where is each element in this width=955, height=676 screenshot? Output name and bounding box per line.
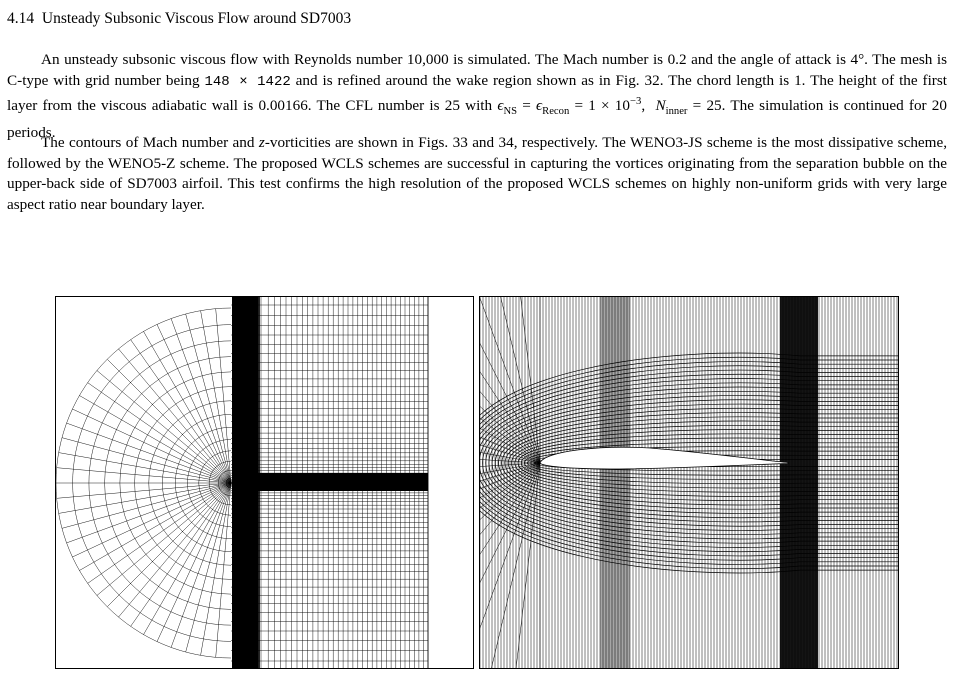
wake-band bbox=[232, 473, 428, 491]
p1-text-b: and is refined around the wake region shown as in Fig. 32. The chord length is 1. The height of the first layer from the viscous adiabatic wall is 0.00166. The CFL number is 25 with bbox=[7, 71, 947, 115]
mesh-figure-full bbox=[55, 296, 474, 669]
c-mesh-airfoil-zoom-plot bbox=[480, 297, 899, 669]
trailing-refined-band bbox=[780, 297, 818, 669]
mesh-figure-zoom bbox=[479, 296, 899, 669]
paragraph-2 bbox=[7, 133, 947, 215]
paragraph-1: An unsteady subsonic viscous flow with Reynolds number 10,000 is simulated. The Mach number is 0.2 and the angle of attack is 4°. The mesh is C-type with grid number being 148 × 1422 and is refined around the wake region shown as in Fig. 32. The chord length is 1. The height of the first layer from the viscous adiabatic wall is 0.00166. The CFL number is 25 with $\epsilon_{NS} = \epsilon_{Recon} = 1 \times 10^{-3}$, $N_{inner} = 25$. The simulation is continued for 20 periods. bbox=[7, 51, 947, 141]
radial-mesh-region bbox=[56, 308, 231, 658]
p2-text-b: -vorticities are shown in Figs. 33 and 34, respectively. The WENO3-JS scheme is the most dissipative scheme, followed by the WENO5-Z scheme. The proposed WCLS schemes are successful in capturing the vortices originating from the separation bubble on the upper-back side of SD7003 airfoil. This test confirms the high resolution of the proposed WCLS schemes on highly non-uniform grids with very large aspect ratio near boundary layer. bbox=[7, 134, 948, 213]
section-title bbox=[7, 10, 351, 28]
n-inner-value: 25 bbox=[706, 97, 722, 115]
section-heading: Unsteady Subsonic Viscous Flow around SD7003 bbox=[41, 10, 352, 27]
grid-size: 148 × 1422 bbox=[204, 73, 291, 90]
eps-recon-subscript: Recon bbox=[542, 106, 570, 118]
n-inner-subscript: inner bbox=[665, 106, 688, 118]
c-mesh-full-plot bbox=[56, 297, 474, 669]
eps-exponent: −3 bbox=[630, 96, 642, 107]
p2-text-a: The contours of Mach number and bbox=[41, 134, 259, 151]
section-number: 4.14 bbox=[7, 10, 35, 27]
p1-text-c: . The simulation is continued for 20 periods. bbox=[7, 97, 947, 141]
z-symbol: z bbox=[258, 134, 265, 151]
p1-text-a: An unsteady subsonic viscous flow with Reynolds number 10,000 is simulated. The Mach number is 0.2 and the angle of attack is 4°. The mesh is C-type with grid number being bbox=[7, 51, 947, 89]
mid-refined-band bbox=[600, 297, 630, 669]
eps-value: 1 × 10 bbox=[588, 97, 630, 115]
eps-ns-subscript: NS bbox=[503, 106, 518, 118]
